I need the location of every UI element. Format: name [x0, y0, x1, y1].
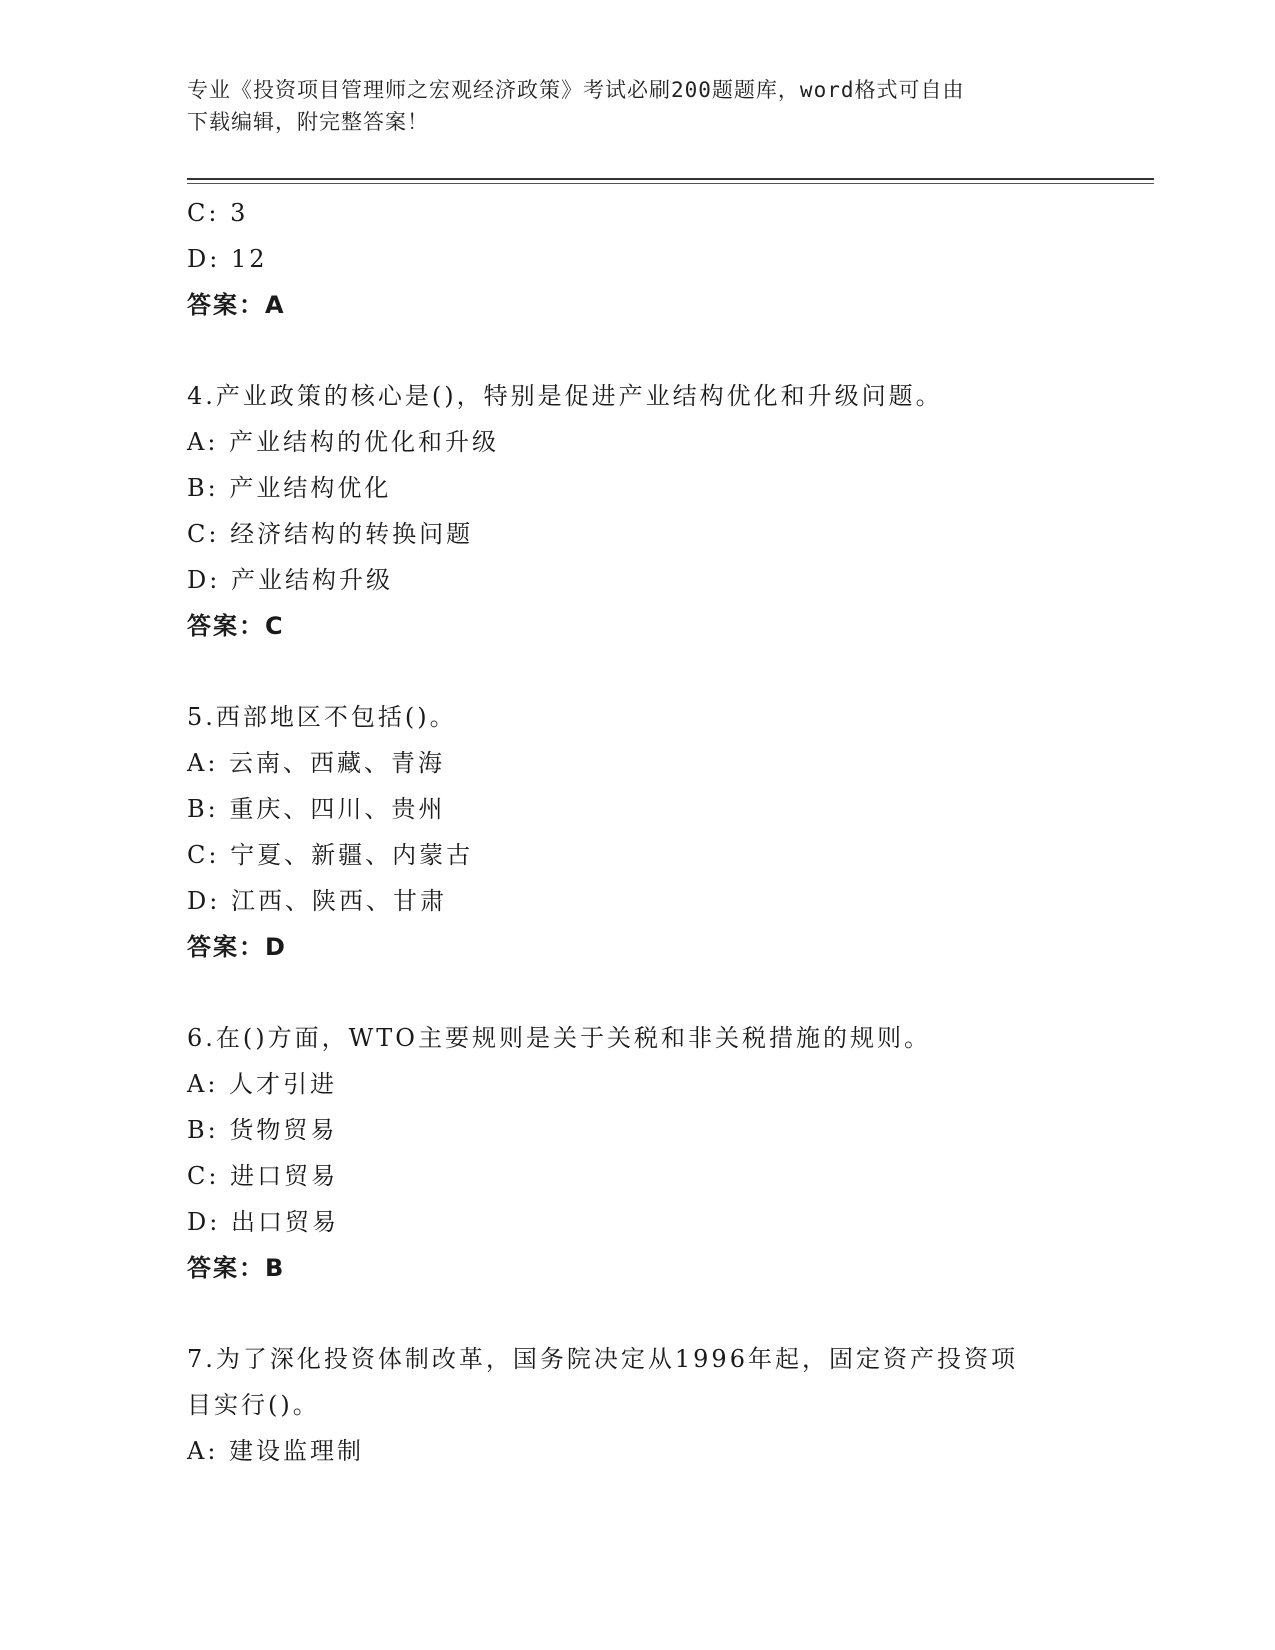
question-stem-line-2: 目实行()。	[187, 1391, 320, 1419]
answer-line: 答案：C	[187, 612, 285, 640]
option-c: C: 宁夏、新疆、内蒙古	[187, 841, 474, 869]
question-3-tail	[187, 190, 1087, 328]
option-d: D: 产业结构升级	[187, 566, 393, 594]
header-divider-thin	[187, 183, 1154, 184]
answer-line: 答案：B	[187, 1254, 286, 1282]
answer-line: 答案：A	[187, 291, 286, 319]
question-5	[187, 694, 1087, 970]
option-a: A: 云南、西藏、青海	[187, 749, 446, 777]
question-7	[187, 1336, 1087, 1474]
header-line-1: 专业《投资项目管理师之宏观经济政策》考试必刷200题题库，word格式可自由	[187, 78, 965, 102]
option-b: B: 货物贸易	[187, 1116, 338, 1144]
question-stem: 4.产业政策的核心是()，特别是促进产业结构优化和升级问题。	[187, 382, 943, 410]
answer-line: 答案：D	[187, 933, 287, 961]
question-6	[187, 1015, 1087, 1291]
header-line-2: 下载编辑，附完整答案！	[187, 110, 429, 134]
question-4	[187, 373, 1087, 649]
option-d: D: 出口贸易	[187, 1208, 339, 1236]
header-divider-thick	[187, 178, 1154, 180]
option-b: B: 产业结构优化	[187, 474, 392, 502]
option-c: C: 经济结构的转换问题	[187, 520, 474, 548]
option-a: A: 建设监理制	[187, 1437, 365, 1465]
question-stem-line-1: 7.为了深化投资体制改革，国务院决定从1996年起，固定资产投资项	[187, 1345, 1018, 1373]
option-c: C: 3	[187, 199, 249, 227]
option-a: A: 产业结构的优化和升级	[187, 428, 500, 456]
option-d: D: 江西、陕西、甘肃	[187, 887, 447, 915]
option-b: B: 重庆、四川、贵州	[187, 795, 446, 823]
question-stem: 5.西部地区不包括()。	[187, 703, 457, 731]
option-c: C: 进口贸易	[187, 1162, 339, 1190]
option-a: A: 人才引进	[187, 1070, 338, 1098]
question-list	[187, 190, 1087, 1474]
option-d: D: 12	[187, 245, 268, 273]
document-header	[187, 74, 1077, 138]
question-stem: 6.在()方面，WTO主要规则是关于关税和非关税措施的规则。	[187, 1024, 931, 1052]
